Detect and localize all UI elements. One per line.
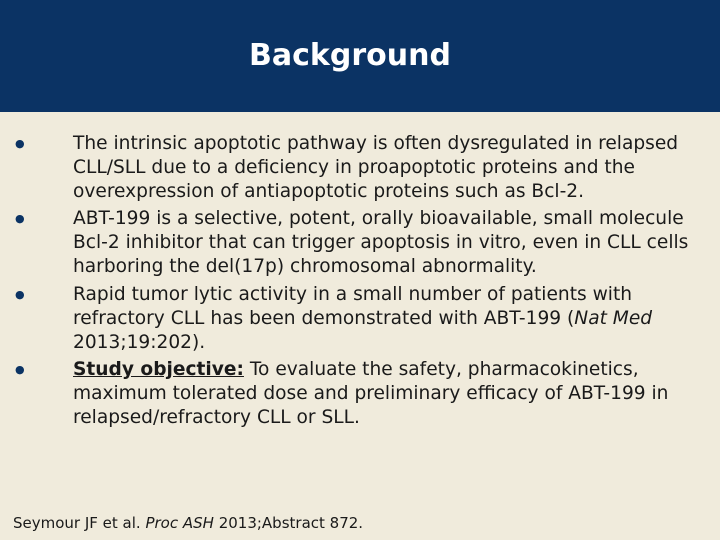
bullet-item bbox=[0, 283, 720, 355]
bullet-text: To evaluate the safety, pharmacokinetics, maximum tolerated dose and preliminary efficacy of ABT-199 in relapsed/refractory CLL or SLL. bbox=[73, 358, 669, 429]
bullet-item bbox=[0, 132, 720, 204]
bullet-item bbox=[0, 358, 720, 430]
journal-name: Nat Med bbox=[574, 307, 653, 329]
slide-title: Background bbox=[249, 38, 451, 73]
bullet-list bbox=[0, 132, 720, 433]
bullet-dot-icon: ● bbox=[15, 287, 25, 301]
bullet-dot-icon: ● bbox=[15, 137, 25, 150]
citation-rest: 2013;Abstract 872. bbox=[213, 514, 364, 532]
bullet-item bbox=[0, 207, 720, 279]
bullet-dot-icon: ● bbox=[15, 212, 25, 226]
citation-journal: Proc ASH bbox=[145, 514, 214, 532]
bullet-text: 2013;19:202). bbox=[73, 331, 206, 353]
bullet-dot-icon: ● bbox=[15, 362, 25, 376]
bullet-text: Rapid tumor lytic activity in a small number of patients with refractory CLL has been demonstrated with ABT-199 ( bbox=[73, 283, 633, 329]
study-objective-label: Study objective: bbox=[73, 358, 244, 380]
citation bbox=[13, 514, 363, 532]
bullet-text: The intrinsic apoptotic pathway is often dysregulated in relapsed CLL/SLL due to a deficiency in proapoptotic proteins and the overexpression of antiapoptotic proteins such as Bcl-2. bbox=[73, 133, 679, 203]
citation-authors: Seymour JF et al. bbox=[13, 514, 146, 532]
bullet-text: ABT-199 is a selective, potent, orally bioavailable, small molecule Bcl-2 inhibitor that can trigger apoptosis in vitro, even in CLL cells harboring the del(17p) chromosomal abnormality. bbox=[73, 208, 689, 278]
title-bar bbox=[0, 0, 720, 112]
